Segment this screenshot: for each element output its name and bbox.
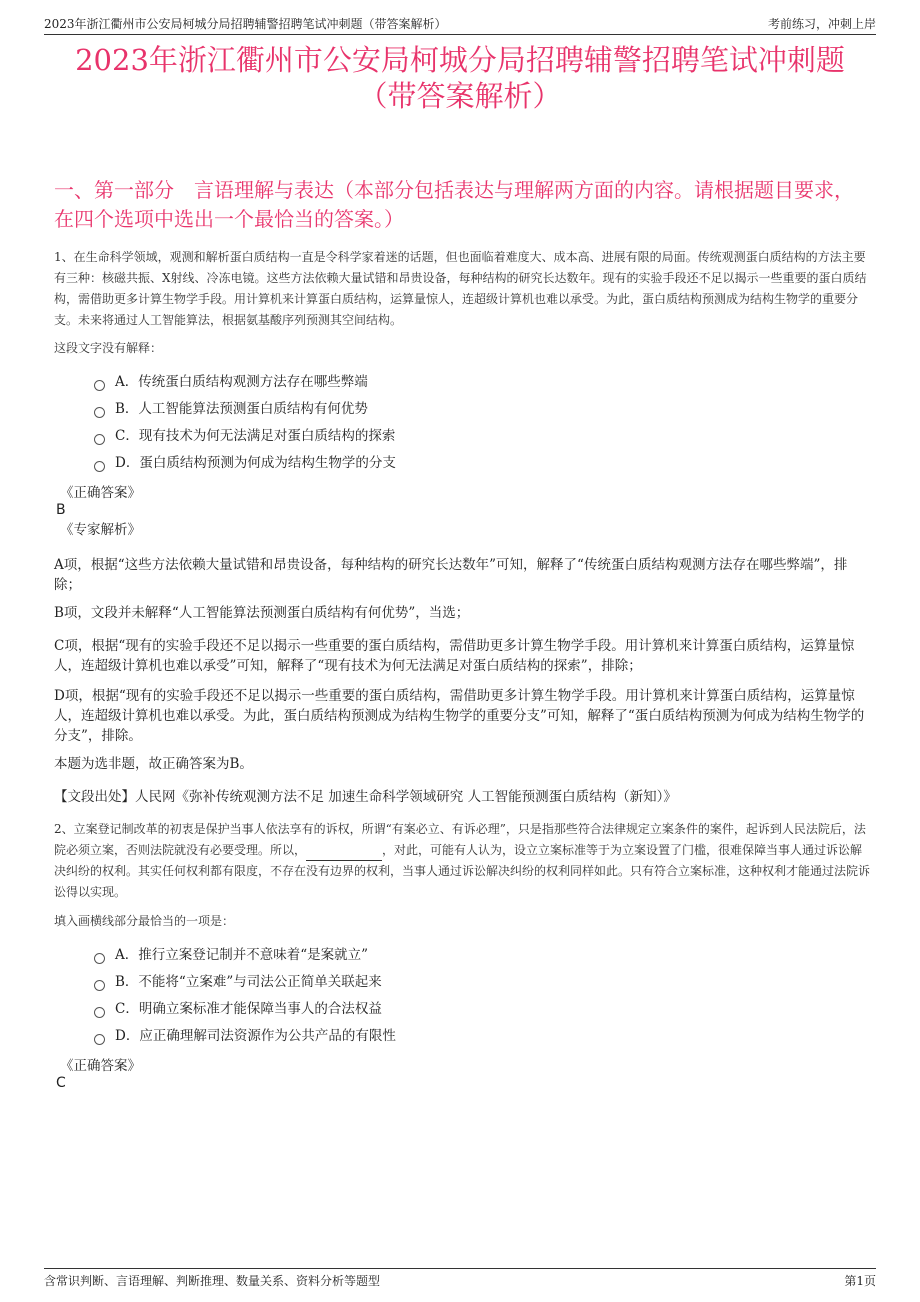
option-label: B．不能将“立案难”与司法公正简单关联起来	[115, 974, 382, 990]
page-footer	[44, 1268, 876, 1289]
option-label: D．应正确理解司法资源作为公共产品的有限性	[115, 1028, 396, 1044]
q1-analysis-label: 《专家解析》	[60, 522, 141, 538]
q2-stem	[54, 819, 872, 903]
radio-icon[interactable]	[94, 953, 105, 964]
q2-option-a[interactable]	[94, 945, 368, 965]
option-label: A．推行立案登记制并不意味着“是案就立”	[115, 947, 369, 963]
q1-prompt: 这段文字没有解释：	[54, 341, 163, 355]
page-title	[40, 42, 880, 114]
q1-option-d[interactable]	[94, 453, 396, 473]
q1-option-a[interactable]	[94, 372, 368, 392]
q2-answer-value: C	[56, 1075, 66, 1091]
q2-answer-label: 《正确答案》	[60, 1058, 141, 1074]
q1-analysis-c: C项，根据“现有的实验手段还不足以揭示一些重要的蛋白质结构，需借助更多计算生物学手段。用计算机来计算蛋白质结构，运算量惊人，连超级计算机也难以承受”可知，解释了“现有技术为何无法满足对蛋白质结构的探索”，排除；	[54, 638, 855, 674]
option-label: A．传统蛋白质结构观测方法存在哪些弊端	[115, 374, 368, 390]
q2-prompt: 填入画横线部分最恰当的一项是：	[54, 914, 235, 928]
header-slogan: 考前练习，冲刺上岸	[767, 17, 876, 31]
option-label: B．人工智能算法预测蛋白质结构有何优势	[115, 401, 368, 417]
header-doc-title: 2023年浙江衢州市公安局柯城分局招聘辅警招聘笔试冲刺题（带答案解析）	[44, 17, 447, 31]
section-heading: 一、第一部分 言语理解与表达（本部分包括表达与理解两方面的内容。请根据题目要求，在四个选项中选出一个最恰当的答案。）	[54, 178, 854, 231]
page-title-line1: 2023年浙江衢州市公安局柯城分局招聘辅警招聘笔试冲刺题	[75, 43, 845, 77]
q1-answer-label: 《正确答案》	[60, 485, 141, 501]
radio-icon[interactable]	[94, 461, 105, 472]
radio-icon[interactable]	[94, 380, 105, 391]
radio-icon[interactable]	[94, 434, 105, 445]
q2-option-d[interactable]	[94, 1026, 396, 1046]
q2-option-c[interactable]	[94, 999, 382, 1019]
q1-option-c[interactable]	[94, 426, 395, 446]
q1-analysis-b: B项，文段并未解释“人工智能算法预测蛋白质结构有何优势”，当选；	[54, 605, 470, 621]
fill-blank	[306, 847, 382, 861]
radio-icon[interactable]	[94, 1034, 105, 1045]
radio-icon[interactable]	[94, 1007, 105, 1018]
radio-icon[interactable]	[94, 407, 105, 418]
q1-option-b[interactable]	[94, 399, 368, 419]
q1-answer-value: B	[56, 502, 66, 518]
q1-stem: 1、在生命科学领域，观测和解析蛋白质结构一直是令科学家着迷的话题，但也面临着难度大、成本高、进展有限的局面。传统观测蛋白质结构的方法主要有三种：核磁共振、X射线、冷冻电镜。这些方法依赖大量试错和昂贵设备，每种结构的研究长达数年。现有的实验手段还不足以揭示一些重要的蛋白质结构，需借助更多计算生物学手段。用计算机来计算蛋白质结构，运算量惊人，连超级计算机也难以承受。为此，蛋白质结构预测成为结构生物学的重要分支。未来将通过人工智能算法，根据氨基酸序列预测其空间结构。	[54, 250, 867, 327]
q1-analysis-d: D项，根据“现有的实验手段还不足以揭示一些重要的蛋白质结构，需借助更多计算生物学手段。用计算机来计算蛋白质结构，运算量惊人，连超级计算机也难以承受。为此，蛋白质结构预测成为结构生物学的重要分支”可知，解释了“蛋白质结构预测为何成为结构生物学的分支”，排除。	[54, 688, 865, 744]
page-number: 第1页	[844, 1274, 876, 1288]
q1-conclusion: 本题为选非题，故正确答案为B。	[54, 756, 253, 772]
q1-source: 【文段出处】人民网《弥补传统观测方法不足 加速生命科学领域研究 人工智能预测蛋白质结构（新知）》	[54, 789, 677, 805]
option-label: C．明确立案标准才能保障当事人的合法权益	[115, 1001, 382, 1017]
footer-question-types: 含常识判断、言语理解、判断推理、数量关系、资料分析等题型	[44, 1274, 381, 1288]
q1-analysis-a: A项，根据“这些方法依赖大量试错和昂贵设备，每种结构的研究长达数年”可知，解释了“传统蛋白质结构观测方法存在哪些弊端”，排除；	[54, 557, 848, 593]
radio-icon[interactable]	[94, 980, 105, 991]
page-title-line2: （带答案解析）	[358, 79, 562, 113]
option-label: D．蛋白质结构预测为何成为结构生物学的分支	[115, 455, 396, 471]
option-label: C．现有技术为何无法满足对蛋白质结构的探索	[115, 428, 396, 444]
page-header	[44, 12, 876, 35]
q2-option-b[interactable]	[94, 972, 382, 992]
q2-stem-before: 2、立案登记制改革的初衷是保护当事人依法享有的诉权，所谓“有案必立、有诉必理”，只是指那些符合法律规定立案条件的案件，起诉到人民法院后，法院必须立案，否则法院就没有必要受理。所以，	[54, 822, 866, 857]
q2-stem-after: ，对此，可能有人认为，设立立案标准等于为立案设置了门槛，很难保障当事人通过诉讼解决纠纷的权利。其实任何权利都有限度，不存在没有边界的权利，当事人通过诉讼解决纠纷的权利同样如此。只有符合立案标准，这种权利才能通过法院诉讼得以实现。	[54, 843, 871, 899]
